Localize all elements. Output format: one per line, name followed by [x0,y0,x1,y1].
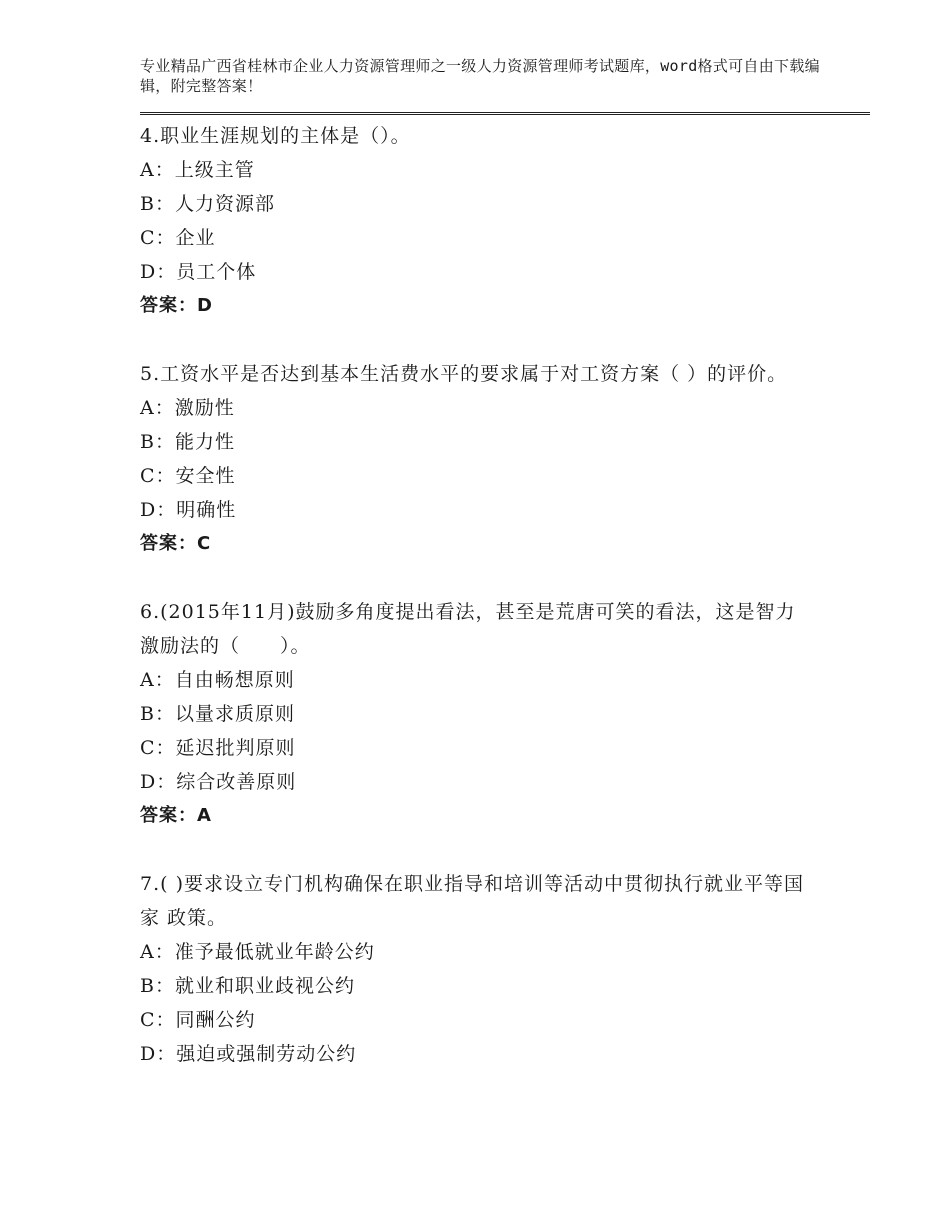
question-4 [140,119,870,323]
option-b: B：能力性 [140,431,235,453]
header-divider [140,112,870,115]
option-b: B：就业和职业歧视公约 [140,975,355,997]
question-6 [140,595,870,833]
option-b: B：人力资源部 [140,193,275,215]
question-stem: 7.( )要求设立专门机构确保在职业指导和培训等活动中贯彻执行就业平等国家 政策。 [140,873,804,929]
option-c: C：延迟批判原则 [140,737,296,759]
answer: 答案：A [140,805,212,826]
document-page [140,56,870,1071]
option-c: C：安全性 [140,465,236,487]
question-7 [140,867,870,1071]
option-a: A：自由畅想原则 [140,669,295,691]
option-c: C：同酬公约 [140,1009,256,1031]
option-a: A：准予最低就业年龄公约 [140,941,375,963]
option-c: C：企业 [140,227,216,249]
question-stem: 5.工资水平是否达到基本生活费水平的要求属于对工资方案（ ）的评价。 [140,363,788,385]
question-stem: 6.(2015年11月)鼓励多角度提出看法，甚至是荒唐可笑的看法，这是智力激励法的（ ）。 [140,601,796,657]
document-header: 专业精品广西省桂林市企业人力资源管理师之一级人力资源管理师考试题库，word格式可自由下载编辑，附完整答案！ [140,57,820,95]
option-a: A：激励性 [140,397,235,419]
answer: 答案：C [140,533,212,554]
option-b: B：以量求质原则 [140,703,295,725]
option-d: D：明确性 [140,499,237,521]
question-5 [140,357,870,561]
question-stem: 4.职业生涯规划的主体是（）。 [140,125,411,147]
option-a: A：上级主管 [140,159,255,181]
option-d: D：强迫或强制劳动公约 [140,1043,357,1065]
option-d: D：员工个体 [140,261,257,283]
option-d: D：综合改善原则 [140,771,297,793]
answer: 答案：D [140,295,213,316]
